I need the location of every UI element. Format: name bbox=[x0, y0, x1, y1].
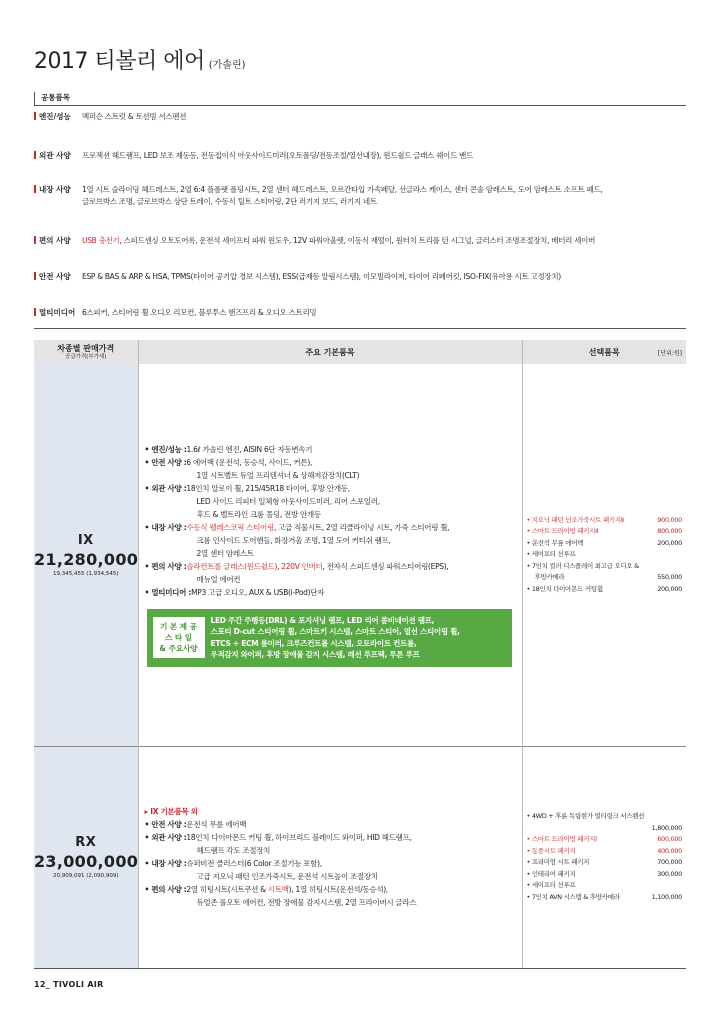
trim-rx: RX 23,000,000 20,909,091 (2,090,909) bbox=[34, 746, 138, 968]
list-item: • 세이프티 선루프 bbox=[527, 549, 683, 561]
list-item: • 인테리어 패키지 300,000 bbox=[527, 869, 683, 881]
list-item: • 4WD + 후륜 독립현가 멀티링크 서스펜션 bbox=[527, 811, 683, 823]
common-row-interior: 내장 사양 1열 시트 슬라이딩 헤드레스트, 2열 6:4 플폴랫 폴딩시트, 2열 센터 헤드레스트, 오르간타입 가속페달, 선글라스 케이스, 센터 콘솔 암레스트, 도어 암레스트 소프트 패드, 글로브박스 조명, 글로브박스 상단 트레이, 수동식 틸트 스티어링, 2단 러기지 보드, 러기지 네트 bbox=[34, 184, 684, 208]
divider bbox=[34, 328, 686, 329]
rx-features: ▸ IX 기본품목 외 • 안전 사양 : 운전석 무릎 에어백 • 외관 사양 : 18인치 다이아몬드 커팅 휠, 하이브리드 블레이드 와이퍼, HID 헤드램프, 헤드램프 각도 조절장치 • 내장 사양 : 슈퍼비전 클러스터(6 Color 조절기능 포함), 고급 지오닉 패턴 인조가죽시트, 운전석 시트높이 조절장치 • 편의 사양 : 2열 히팅시트(시트쿠션 & 시트백), 1열 히팅시트(운전석/동승석), 듀얼존 풀오토 에어컨, 전방 장애물 감지시스템, 2열 프라이버시 글라스 bbox=[138, 746, 522, 968]
page-title: 2017 티볼리 에어 (가솔린) bbox=[34, 49, 246, 74]
rx-options bbox=[522, 746, 686, 968]
page-title-sub: (가솔린) bbox=[208, 60, 246, 71]
list-item: 1,800,000 bbox=[651, 823, 682, 832]
ix-features: • 엔진/성능 : 1.6ℓ 가솔린 엔진, AISIN 6단 자동변속기 • 안전 사양 : 6 에어백 (운전석, 동승석, 사이드, 커튼), 1열 시트벨트 듀얼 프리텐셔너 & 상해저감장치(CLT) • 외관 사양 : 18인치 알로이 휠, 215/45R18 타이어, 후방 안개등, LED 사이드 리피터 일체형 아웃사이드미러, 리어 스포일러, 후드 & 벨트라인 크롬 몰딩, 전방 안개등 • 내장 사양 : 수동식 웰레스코픽 스티어링, 고급 직물시트, 2열 리클라이닝 시트, 가죽 스티어링 휠, 크롬 인사이드 도어핸들, 화장거울 조명, 1열 도어 커티쉬 램프, 2열 센터 암레스트 • 편의 사양 : 솔라컨트롤 글래스(윈드쉴드), 220V 인버터, 전자식 스피드센싱 파워스티어링(EPS), 매뉴얼 에어컨 • 멀티미디어 : MP3 고급 오디오, AUX & USB(i-Pod)단자 기 본 제 공 스 타 일 & 주요사양 LED 주간 주행등(DRL) & 포지셔닝 램프, LED 리어 콤비네이션 램프, 스포티 D-cut 스티어링 휠, 스마트키 시스템, 스마트 스티어, 열선 스티어링 휠, ETCS + ECM 룸미러, 크루즈컨트롤 시스템, 오토라이트 컨트롤, 우적감지 와이퍼, 후방 장애물 감지 시스템, 레선 루프랙, 투톤 루프 bbox=[138, 364, 522, 746]
page-footer: 12_ TIVOLI AIR bbox=[34, 980, 104, 989]
list-item: • 스마트 드라이빙 패키지Ⅰ 600,000 bbox=[527, 834, 683, 846]
style-feature-label: 기 본 제 공 스 타 일 & 주요사양 bbox=[153, 617, 205, 658]
list-item: • 동풍시트 패키지 400,000 bbox=[527, 846, 683, 858]
common-row-safety: 안전 사양 ESP & BAS & ARP & HSA, TPMS(타이어 공기압 경보 시스템), ESS(급제동 알림시스템), 이모빌라이저, 타이어 리페어킷, ISO-FIX(유아용 시트 고정장치) bbox=[34, 271, 684, 283]
list-item: • 스마트 드라이빙 패키지Ⅱ 800,000 bbox=[527, 526, 683, 538]
list-item: 후방카메라 550,000 bbox=[534, 573, 682, 581]
list-item: • 프리미엄 시트 패키지 700,000 bbox=[527, 857, 683, 869]
trim-ix: IX 21,280,000 19,345,455 (1,934,545) bbox=[34, 364, 138, 746]
style-feature-box bbox=[147, 609, 512, 667]
list-item: • 세이프티 선루프 bbox=[527, 880, 683, 892]
table-row-ix bbox=[34, 364, 686, 746]
col-head-price: 차종별 판매가격 공급가격(부가세) bbox=[34, 340, 138, 364]
style-feature-text: LED 주간 주행등(DRL) & 포지셔닝 램프, LED 리어 콤비네이션 램프, 스포티 D-cut 스티어링 휠, 스마트키 시스템, 스마트 스티어, 열선 스티어링 휠, ETCS + ECM 룸미러, 크루즈컨트롤 시스템, 오토라이트 컨트롤, 우적감지 와이퍼, 후방 장애물 감지 시스템, 레선 루프랙, 투톤 루프 bbox=[210, 615, 460, 660]
table-row-rx bbox=[34, 746, 686, 968]
trim-price: 21,280,000 bbox=[34, 549, 139, 569]
unit-label: [단위:원] bbox=[657, 350, 682, 357]
col-head-options: 선택품목 [단위:원] bbox=[522, 340, 686, 364]
list-item: • 운전석 무릎 에어백 200,000 bbox=[527, 538, 683, 550]
trim-price: 23,000,000 bbox=[34, 852, 139, 871]
list-item: • 지오닉 패턴 인조가죽시트 패키지Ⅱ 900,000 bbox=[527, 515, 683, 527]
list-item: • 7인치 컬러 디스플레이 최고급 오디오 & bbox=[527, 561, 683, 573]
common-row-multimedia: 멀티미디어 6스피커, 스티어링 휠 오디오 리모컨, 블루투스 핸즈프리 & 오디오 스트리밍 bbox=[34, 307, 684, 319]
common-row-convenience: 편의 사양 USB 충전기, 스피드센싱 오토도어록, 운전석 세이프티 파워 윈도우, 12V 파워아울렛, 이동식 재떨이, 원터치 트리플 턴 시그널, 글러스터 조명조절장치, 배터리 세이버 bbox=[34, 235, 684, 247]
common-row-exterior: 외관 사양 프로젝션 헤드램프, LED 보조 제동등, 전동접이식 아웃사이드미러(오토폴딩/전동조절/열선내장), 윈드쉴드 글래스 쉐이드 밴드 bbox=[34, 150, 684, 162]
common-row-engine: 엔진/성능 맥퍼슨 스트럿 & 토션빔 서스펜션 bbox=[34, 111, 684, 123]
ix-options bbox=[522, 364, 686, 746]
common-heading: 공통품목 bbox=[34, 92, 686, 106]
price-table bbox=[34, 340, 686, 969]
list-item: • 18인치 다이아몬드 커팅휠 200,000 bbox=[527, 584, 683, 596]
col-head-features: 주요 기본품목 bbox=[138, 340, 522, 364]
table-header-row bbox=[34, 340, 686, 364]
list-item: • 7인치 AVN 시스템 & 후방카메라 1,100,000 bbox=[527, 892, 683, 904]
